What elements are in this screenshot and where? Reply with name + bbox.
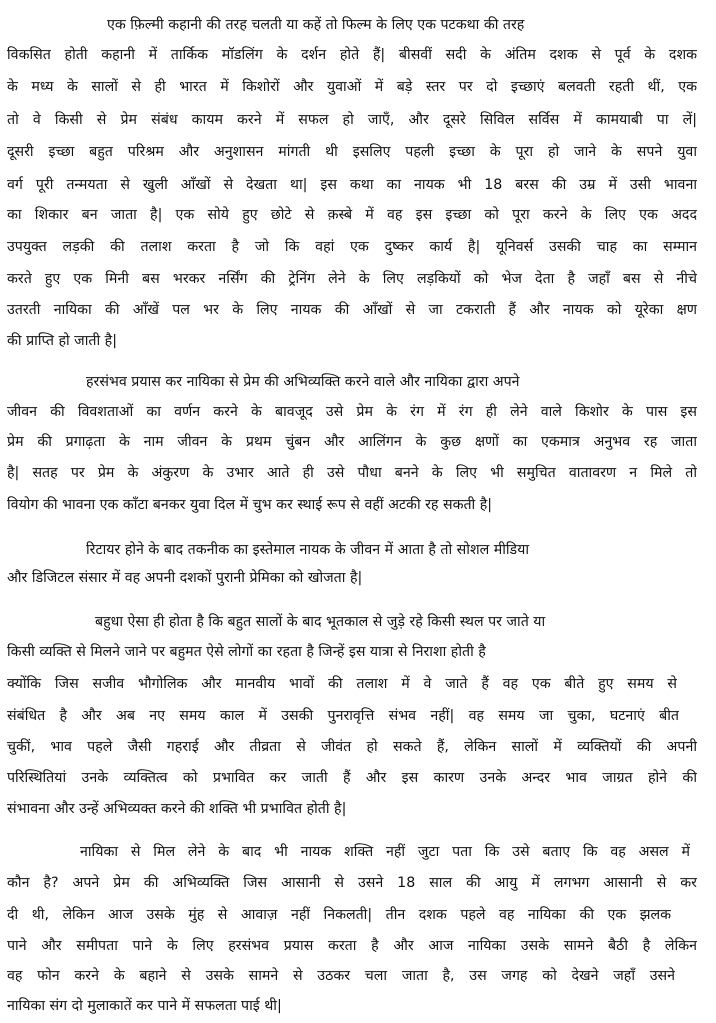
text-line: चुकीं, भाव पहले जैसी गहराई और तीव्रता से जीवंत हो सकते हैं, लेकिन सालों में व्यक्तियों की अपनी [7,739,697,755]
text-line: तो वे किसी से प्रेम संबंध कायम करने में सफल हो जाएँ, और दूसरे सिविल सर्विस में कामयाबी पा लें| [7,112,697,128]
text-line: एक फ़िल्मी कहानी की तरह चलती या कहें तो फिल्म के लिए एक पटकथा की तरह [107,17,525,33]
text-line: है| सतह पर प्रेम के अंकुरण के उभार आते ही उसे पौधा बनने के लिए भी समुचित वातावरण न मिले तो [7,465,697,481]
text-line: दी थी, लेकिन आज उसके मुंह से आवाज़ नहीं निकलती| तीन दशक पहले वह नायिका की एक झलक [7,907,671,923]
text-line: की प्राप्ति हो जाती है| [7,333,117,349]
text-line: जीवन की विवशताओं का वर्णन करने के बावजूद उसे प्रेम के रंग में रंग ही लेने वाले किशोर के पास इस [7,404,697,420]
text-line: के मध्य के सालों से ही भारत में किशोरों और युवाओं में बड़े स्तर पर दो इच्छाएं बलवती रहती थीं, एक [7,79,697,95]
text-line: हरसंभव प्रयास कर नायिका से प्रेम की अभिव्यक्ति करने वाले और नायिका द्वारा अपने [86,374,520,390]
text-line: वर्ग पूरी तन्मयता से खुली आँखों से देखता था| इस कथा का नायक भी 18 बरस की उम्र में उसी भावना [7,177,697,193]
text-line: दूसरी इच्छा बहुत परिश्रम और अनुशासन मांगती थी इसलिए पहली इच्छा के पूरा हो जाने के सपने युवा [7,144,697,160]
text-line: उतरती नायिका की आँखें पल भर के लिए नायक की आँखों से जा टकराती हैं और नायक को यूरेका क्षण [7,302,697,318]
text-line: रिटायर होने के बाद तकनीक का इस्तेमाल नायक के जीवन में आता है तो सोशल मीडिया [86,542,530,558]
text-line: पाने और समीपता पाने के लिए हरसंभव प्रयास करता है और आज नायिका उसके सामने बैठी है लेकिन [7,938,697,954]
text-line: परिस्थितियां उनके व्यक्तित्व को प्रभावित कर जाती हैं और इस कारण उनके अन्दर भाव जाग्रत होने की [7,770,697,786]
text-line: वियोग की भावना एक काँटा बनकर युवा दिल में चुभ कर स्थाई रूप से वहीं अटकी रह सकती है| [7,497,493,513]
text-line: और डिजिटल संसार में वह अपनी दशकों पुरानी प्रेमिका को खोजता है| [7,570,363,586]
text-line: संभावना और उन्हें अभिव्यक्त करने की शक्ति भी प्रभावित होती है| [7,801,347,817]
text-line: करते हुए एक मिनी बस भरकर नर्सिंग की ट्रेनिंग लेने के लिए लड़कियों को भेज देता है जहाँ बस से नीचे [7,271,697,287]
text-line: नायिका से मिल लेने के बाद भी नायक शक्ति नहीं जुटा पता कि उसे बताए कि वह असल में [80,844,690,860]
text-line: प्रेम की प्रगाढ़ता के नाम जीवन के प्रथम चुंबन और आलिंगन के कुछ क्षणों का एकमात्र अनुभव रह जाता [7,434,697,450]
text-line: कौन है? अपने प्रेम की अभिव्यक्ति जिस आसानी से उसने 18 साल की आयु में लगभग आसानी से कर [7,875,697,891]
text-line: किसी व्यक्ति से मिलने जाने पर बहुमत ऐसे लोगों का रहता है जिन्हें इस यात्रा से निराशा होती है [7,644,486,660]
text-line: का शिकार बन जाता है| एक सोये हुए छोटे से क़स्बे में वह इस इच्छा को पूरा करने के लिए एक अदद [7,207,697,223]
text-line: बहुधा ऐसा ही होता है कि बहुत सालों के बाद भूतकाल से जुड़े रहे किसी स्थल पर जाते या [95,614,546,630]
text-line: विकसित होती कहानी में तार्किक मॉडलिंग के दर्शन होते हैं| बीसवीं सदी के अंतिम दशक से पूर्व के दशक [7,47,697,63]
text-line: क्योंकि जिस सजीव भौगोलिक और मानवीय भावों की तलाश में वे जाते हैं वह एक बीते हुए समय से [7,676,677,692]
text-line: संबंधित है और अब नए समय काल में उसकी पुनरावृत्ति संभव नहीं| वह समय जा चुका, घटनाएं बीत [7,708,679,724]
text-line: उपयुक्त लड़की की तलाश करता है जो कि वहां एक दुष्कर कार्य है| यूनिवर्स उसकी चाह का सम्मान [7,239,697,255]
text-line: वह फोन करने के बहाने से उसके सामने से उठकर चला जाता है, उस जगह को देखने जहाँ उसने [7,968,675,984]
text-line: नायिका संग दो मुलाकातें कर पाने में सफलता पाई थी| [7,998,282,1014]
